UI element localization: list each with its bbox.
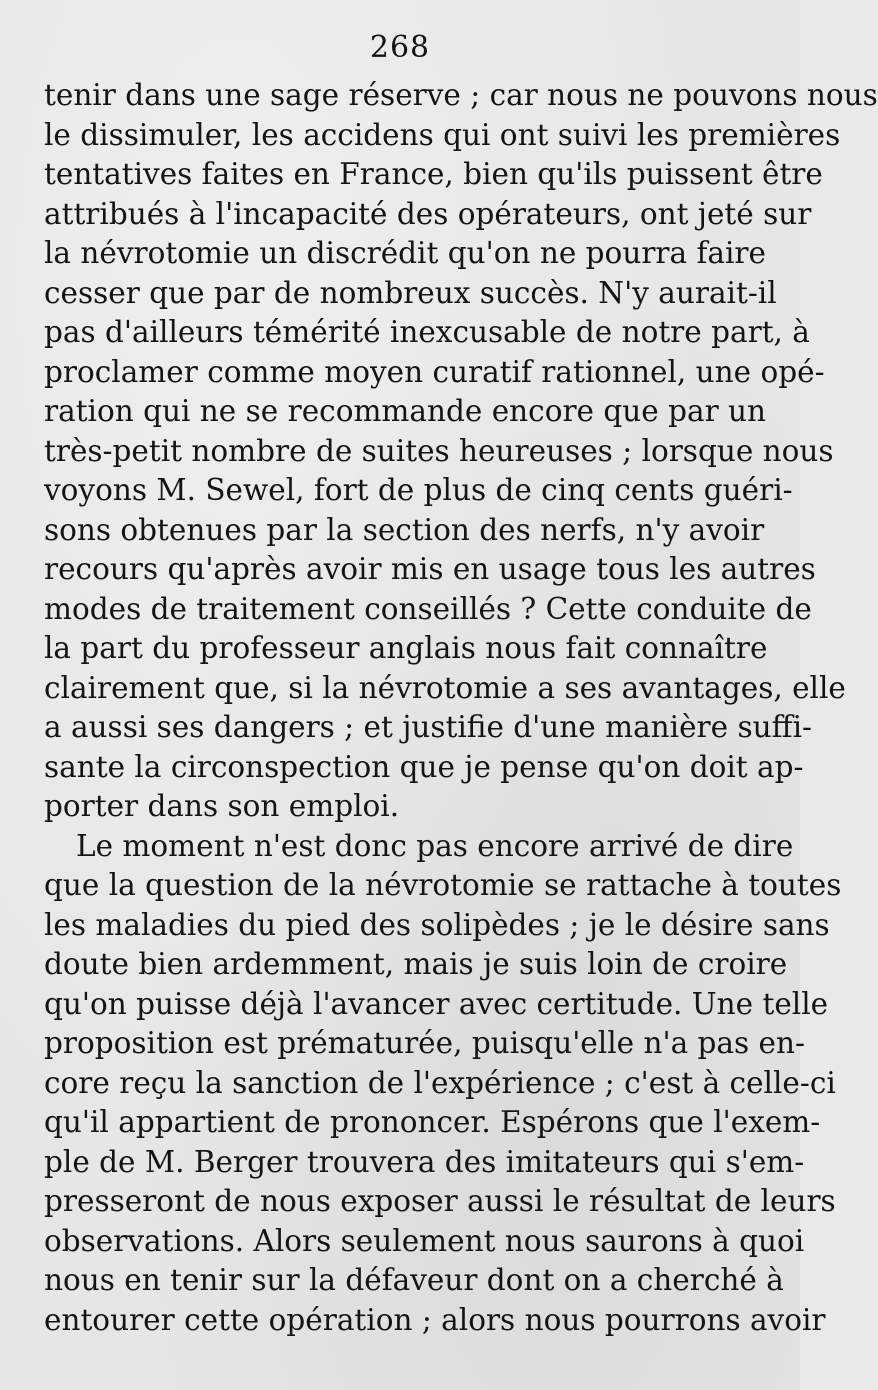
text-line: très-petit nombre de suites heureuses ; lorsque nous xyxy=(44,433,834,468)
text-line: qu'il appartient de prononcer. Espérons que l'exem- xyxy=(44,1105,821,1139)
text-line: clairement que, si la névrotomie a ses avantages, elle xyxy=(44,670,846,705)
text-line: observations. Alors seulement nous saurons à quoi xyxy=(44,1223,805,1258)
text-line: proclamer comme moyen curatif rationnel, une opé- xyxy=(44,354,825,389)
text-line: les maladies du pied des solipèdes ; je le désire sans xyxy=(44,907,830,942)
text-line: tenir dans une sage réserve ; car nous ne pouvons nous xyxy=(44,78,878,112)
text-line: presseront de nous exposer aussi le résultat de leurs xyxy=(44,1184,836,1218)
text-line: a aussi ses dangers ; et justifie d'une manière suffi- xyxy=(44,710,812,744)
text-line: la part du professeur anglais nous fait connaître xyxy=(44,631,768,665)
text-line: ration qui ne se recommande encore que par un xyxy=(44,394,767,428)
text-line: nous en tenir sur la défaveur dont on a cherché à xyxy=(44,1263,784,1297)
paragraph-start-line: Le moment n'est donc pas encore arrivé de dire xyxy=(76,828,794,863)
text-line: proposition est prématurée, puisqu'elle n'a pas en- xyxy=(44,1026,805,1060)
text-line: la névrotomie un discrédit qu'on ne pourra faire xyxy=(44,236,766,270)
text-line: qu'on puisse déjà l'avancer avec certitude. Une telle xyxy=(44,986,829,1021)
text-line: entourer cette opération ; alors nous pourrons avoir xyxy=(44,1302,826,1337)
text-line: core reçu la sanction de l'expérience ; c'est à celle-ci xyxy=(44,1065,836,1100)
text-line: que la question de la névrotomie se rattache à toutes xyxy=(44,868,842,902)
body-text xyxy=(44,76,878,1340)
text-line: attribués à l'incapacité des opérateurs, ont jeté sur xyxy=(44,196,812,231)
text-line: cesser que par de nombreux succès. N'y aurait-il xyxy=(44,275,777,310)
page-number: 268 xyxy=(369,30,431,65)
text-line: ple de M. Berger trouvera des imitateurs qui s'em- xyxy=(44,1144,805,1179)
paragraph-end-line: porter dans son emploi. xyxy=(44,789,400,823)
text-line: sante la circonspection que je pense qu'on doit ap- xyxy=(44,749,804,784)
text-line: modes de traitement conseillés ? Cette conduite de xyxy=(44,591,812,626)
text-line: pas d'ailleurs témérité inexcusable de notre part, à xyxy=(44,315,810,349)
text-line: sons obtenues par la section des nerfs, n'y avoir xyxy=(44,512,765,547)
text-line: doute bien ardemment, mais je suis loin de croire xyxy=(44,947,788,981)
text-line: recours qu'après avoir mis en usage tous les autres xyxy=(44,552,816,586)
text-line: tentatives faites en France, bien qu'ils puissent être xyxy=(44,157,823,191)
text-line: voyons M. Sewel, fort de plus de cinq cents guéri- xyxy=(44,473,793,507)
text-line: le dissimuler, les accidens qui ont suivi les premières xyxy=(44,117,841,152)
